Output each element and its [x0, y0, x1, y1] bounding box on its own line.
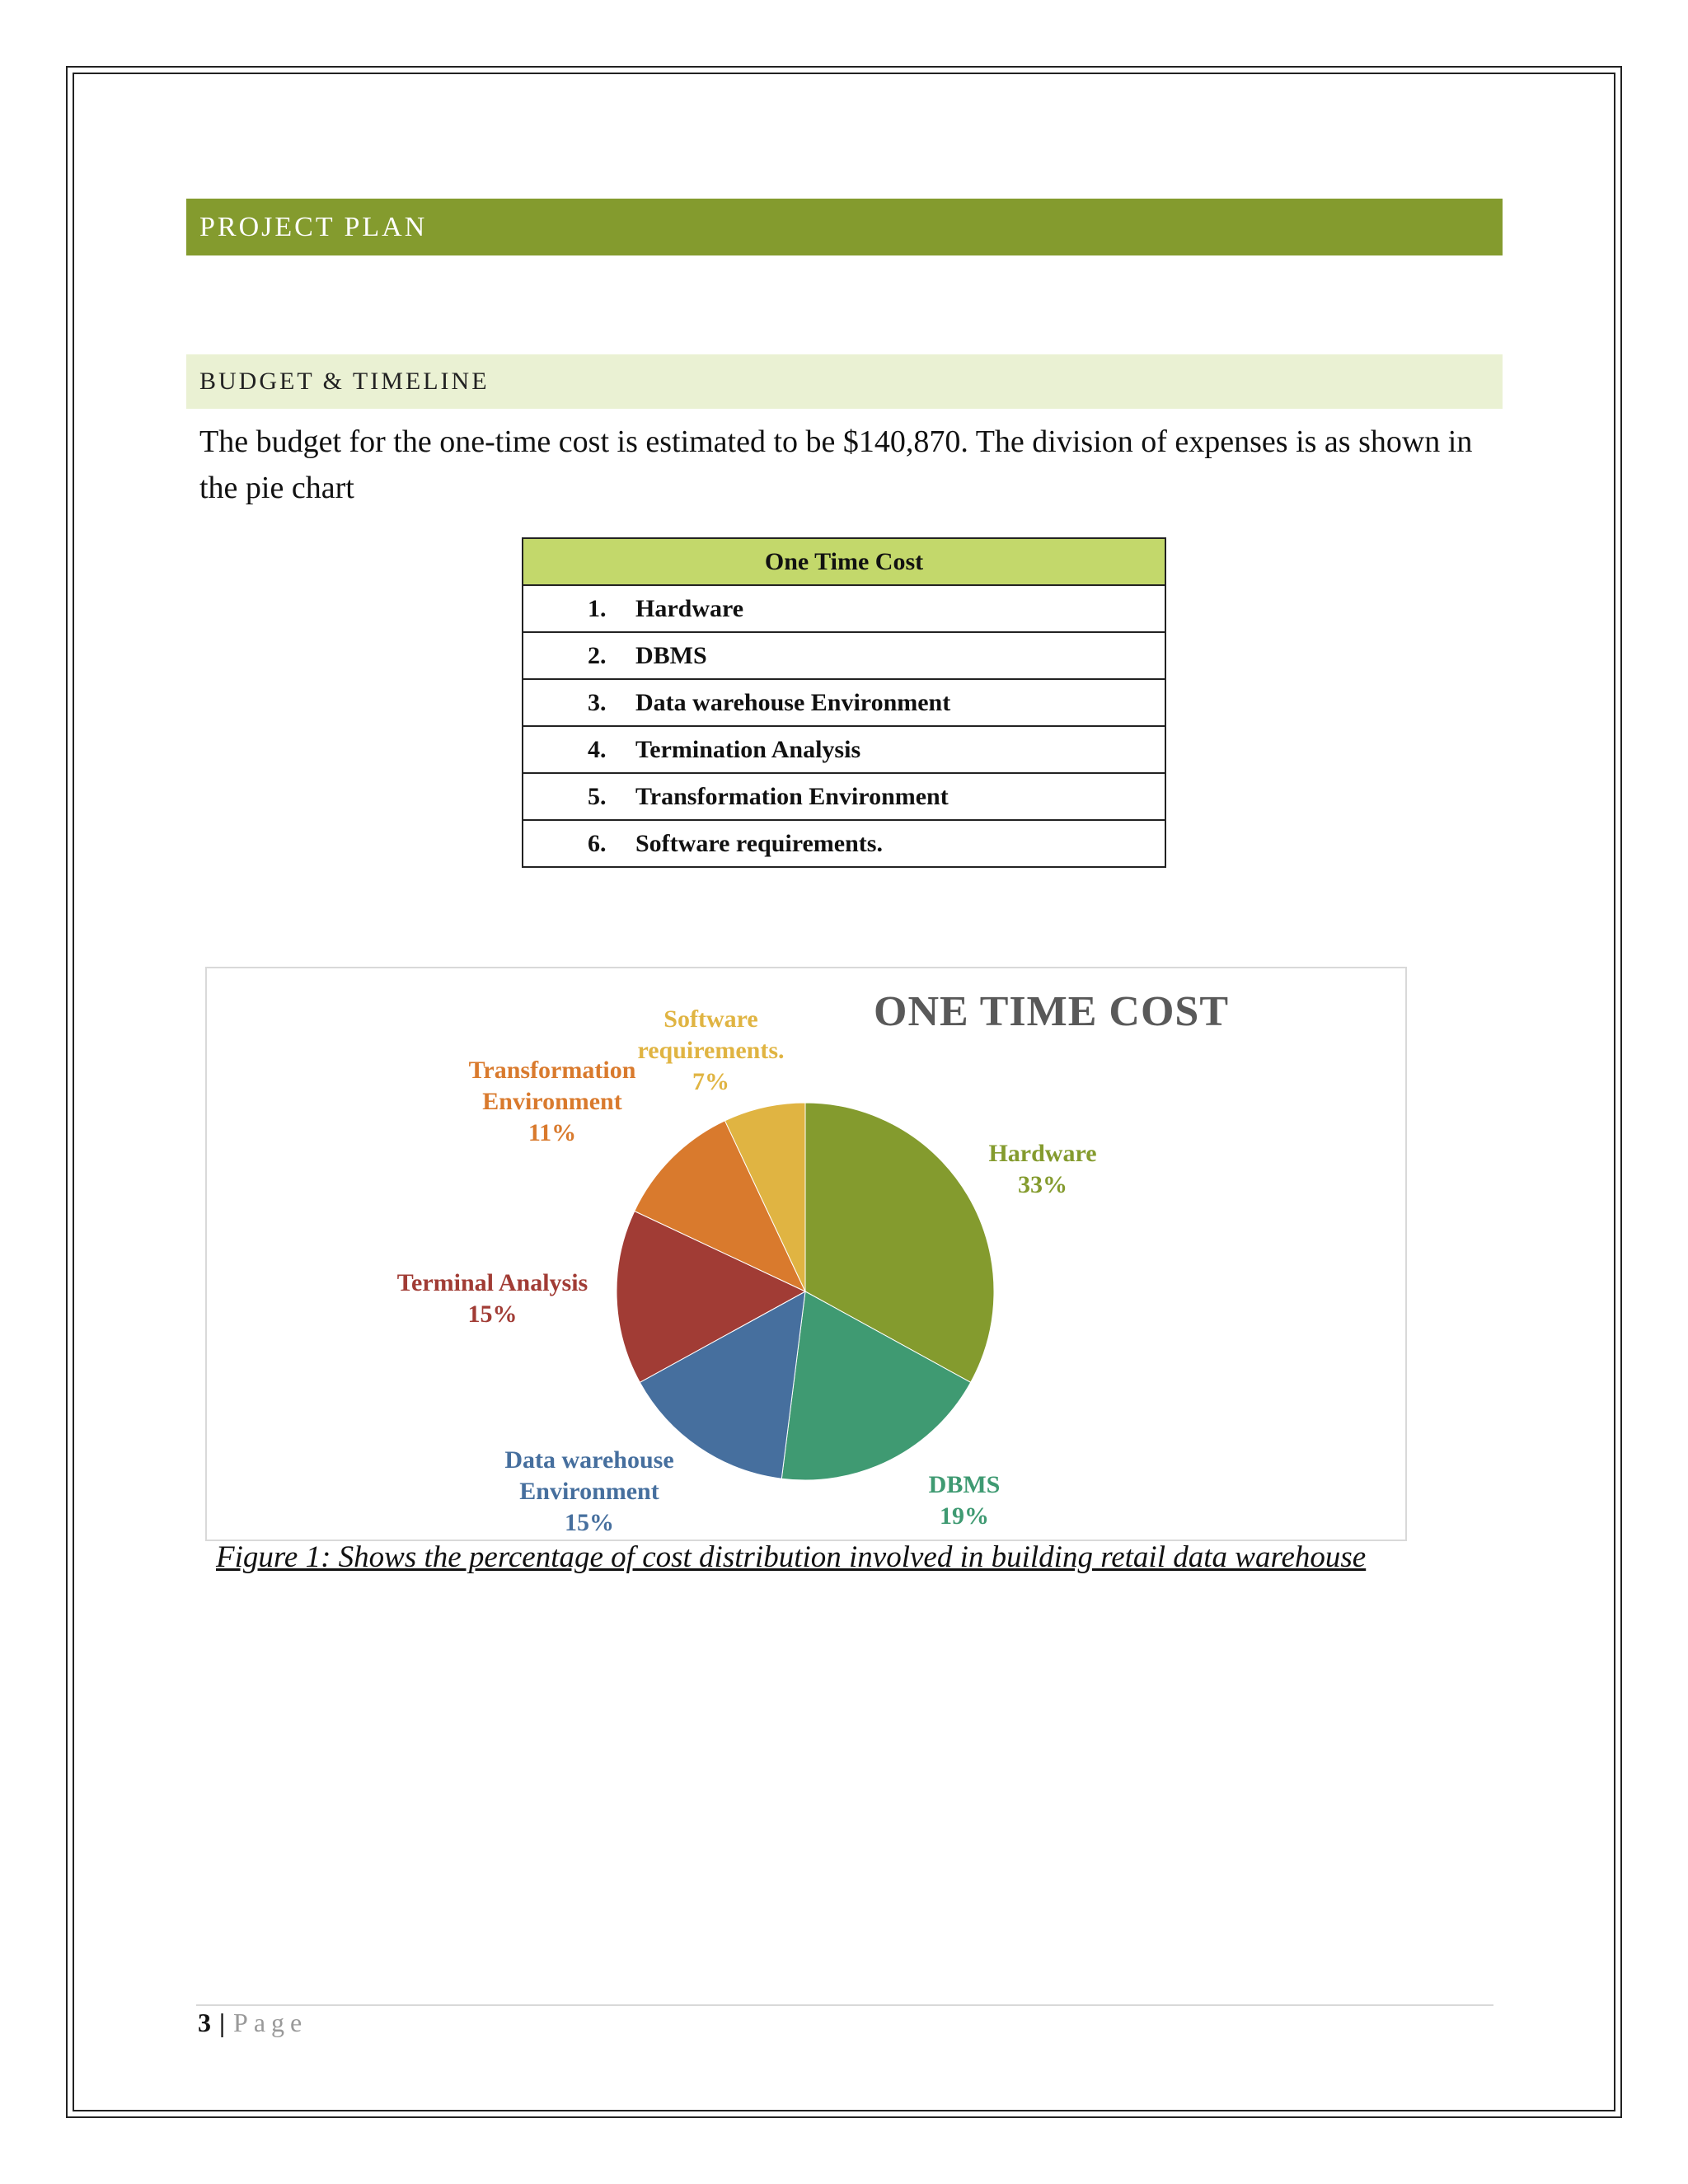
slice-percent: 7%: [692, 1068, 729, 1095]
row-item: Hardware: [635, 594, 744, 622]
row-number: 2.: [588, 641, 607, 669]
slice-name: Terminal Analysis: [396, 1269, 588, 1296]
slice-label-hardware: [964, 1138, 1121, 1201]
page-number: 3: [198, 2008, 211, 2037]
row-item: Software requirements.: [635, 829, 883, 857]
slice-percent: 19%: [940, 1502, 989, 1530]
section-heading: PROJECT PLAN: [186, 199, 1503, 255]
slice-percent: 11%: [528, 1119, 577, 1146]
row-item: Data warehouse Environment: [635, 688, 951, 716]
row-item: Transformation Environment: [635, 782, 949, 810]
slice-name: Software requirements.: [637, 1005, 785, 1064]
row-number: 6.: [588, 829, 607, 857]
slice-label-dbms: [898, 1469, 1030, 1532]
table-header: One Time Cost: [523, 538, 1165, 585]
footer-divider: [196, 2004, 1493, 2006]
footer-separator: |: [219, 2008, 226, 2037]
chart-title: ONE TIME COST: [874, 988, 1230, 1035]
subsection-heading: BUDGET & TIMELINE: [186, 354, 1503, 409]
figure-caption: Figure 1: Shows the percentage of cost distribution involved in building retail data warehouse: [216, 1540, 1367, 1574]
row-number: 3.: [588, 688, 607, 716]
row-item: DBMS: [635, 641, 707, 669]
slice-label-data-warehouse: [486, 1445, 692, 1539]
slice-name: Hardware: [988, 1140, 1097, 1167]
row-item: Termination Analysis: [635, 735, 861, 763]
row-number: 4.: [588, 735, 607, 763]
slice-label-software: [614, 1004, 808, 1098]
row-number: 1.: [588, 594, 607, 622]
slice-name: DBMS: [928, 1471, 1001, 1498]
intro-paragraph: The budget for the one-time cost is estimated to be $140,870. The division of expenses is as shown in the pie chart: [199, 424, 1473, 505]
slice-percent: 33%: [1018, 1171, 1067, 1198]
page-footer: [198, 2008, 307, 2038]
row-number: 5.: [588, 782, 607, 810]
slice-percent: 15%: [565, 1509, 614, 1536]
slice-name: Transformation Environment: [468, 1057, 636, 1115]
slice-label-terminal-analysis: [375, 1268, 610, 1330]
slice-percent: 15%: [467, 1301, 518, 1328]
page-word: Page: [233, 2008, 308, 2037]
slice-name: Data warehouse Environment: [504, 1446, 674, 1505]
